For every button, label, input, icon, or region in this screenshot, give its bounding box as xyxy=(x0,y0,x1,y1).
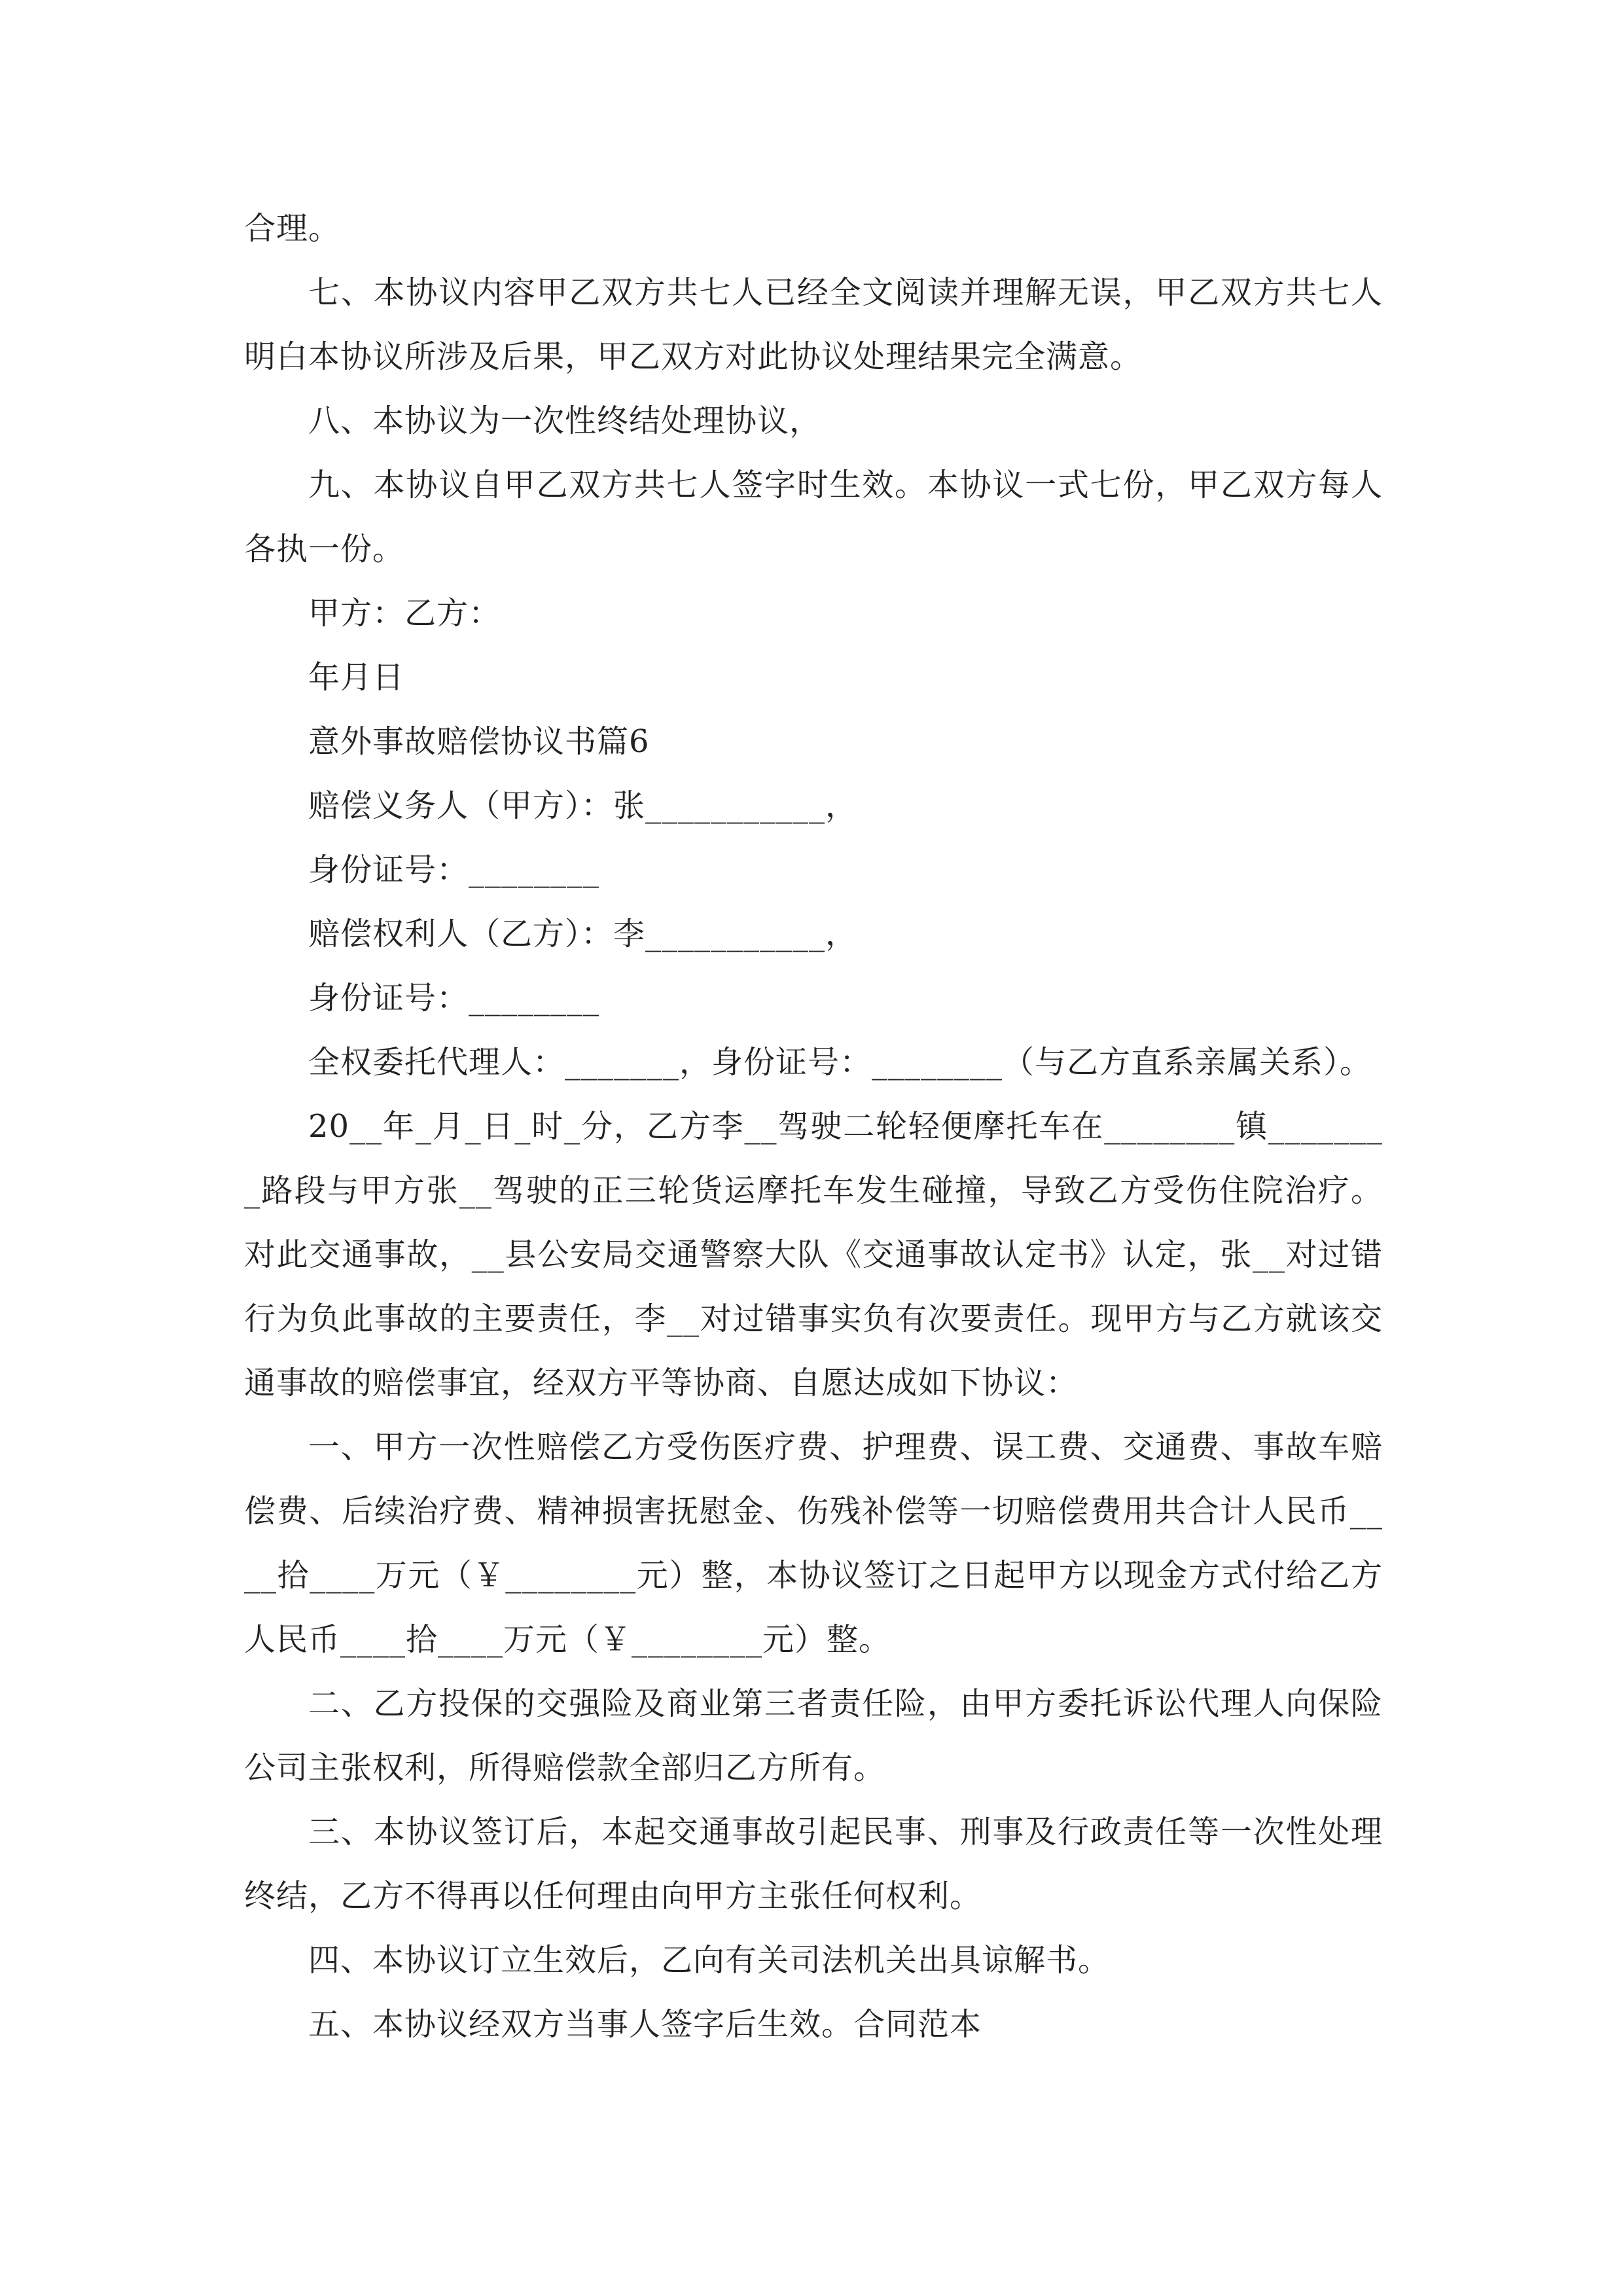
clause-two: 二、乙方投保的交强险及商业第三者责任险，由甲方委托诉讼代理人向保险公司主张权利，所得赔偿款全部归乙方所有。 xyxy=(244,1685,1383,1786)
obligee-id-line: 身份证号：________ xyxy=(308,980,600,1016)
obligor-id-line: 身份证号：________ xyxy=(308,852,600,888)
obligor-line: 赔偿义务人（甲方）：张___________， xyxy=(308,787,858,824)
document-body xyxy=(244,196,1383,2056)
clause-eight: 八、本协议为一次性终结处理协议， xyxy=(308,403,822,439)
clause-four: 四、本协议订立生效后，乙向有关司法机关出具谅解书。 xyxy=(308,1942,1111,1979)
clause-nine: 九、本协议自甲乙双方共七人签字时生效。本协议一式七份，甲乙双方每人各执一份。 xyxy=(244,467,1383,567)
accident-description: 20__年_月_日_时_分，乙方李__驾驶二轮轻便摩托车在________镇________路段与甲方张__驾驶的正三轮货运摩托车发生碰撞，导致乙方受伤住院治疗。对此交通事故，__县公安局交通警察大队《交通事故认定书》认定，张__对过错行为负此事故的主要责任，李__对过错事实负有次要责任。现甲方与乙方就该交通事故的赔偿事宜，经双方平等协商、自愿达成如下协议： xyxy=(244,1108,1383,1401)
signature-date: 年月日 xyxy=(308,659,405,696)
clause-three: 三、本协议签订后，本起交通事故引起民事、刑事及行政责任等一次性处理终结，乙方不得再以任何理由向甲方主张任何权利。 xyxy=(244,1814,1383,1914)
paragraph-continuation: 合理。 xyxy=(244,210,341,247)
section-title: 意外事故赔偿协议书篇6 xyxy=(308,723,650,760)
agent-line: 全权委托代理人：_______，身份证号：________（与乙方直系亲属关系）。 xyxy=(308,1044,1372,1081)
obligee-line: 赔偿权利人（乙方）：李___________， xyxy=(308,916,858,952)
clause-seven: 七、本协议内容甲乙双方共七人已经全文阅读并理解无误，甲乙双方共七人明白本协议所涉及后果，甲乙双方对此协议处理结果完全满意。 xyxy=(244,274,1383,375)
signature-parties: 甲方：乙方： xyxy=(308,595,501,632)
clause-one: 一、甲方一次性赔偿乙方受伤医疗费、护理费、误工费、交通费、事故车赔偿费、后续治疗费、精神损害抚慰金、伤残补偿等一切赔偿费用共合计人民币____拾____万元（￥________元）整，本协议签订之日起甲方以现金方式付给乙方人民币____拾____万元（￥________元）整。 xyxy=(244,1429,1383,1658)
clause-five: 五、本协议经双方当事人签字后生效。合同范本 xyxy=(308,2006,982,2043)
